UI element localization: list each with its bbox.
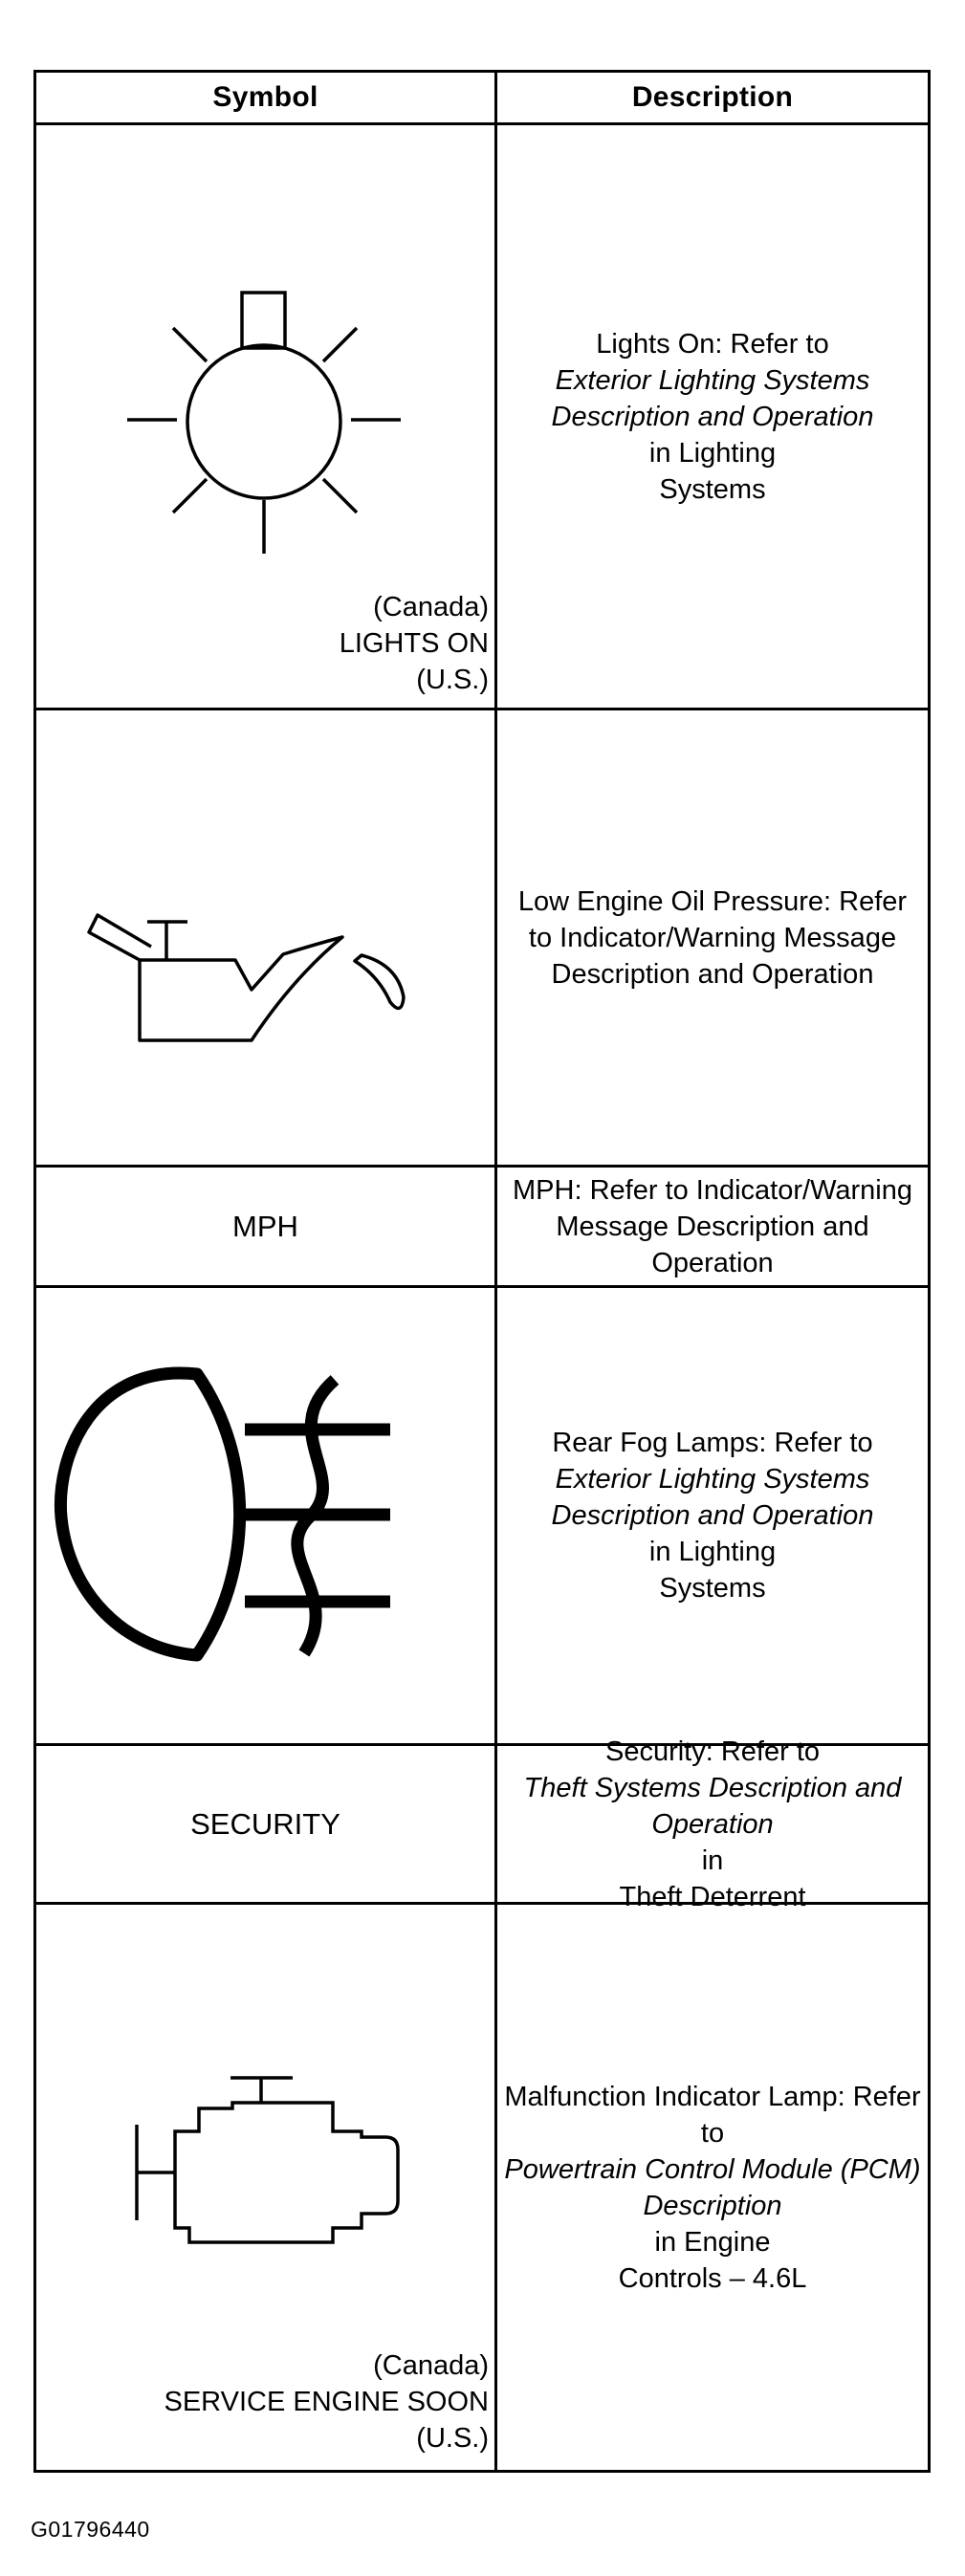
symbol-caption-line: SERVICE ENGINE SOON — [164, 2387, 489, 2417]
rear-fog-lamp-icon — [36, 1288, 494, 1743]
description-reference: Exterior Lighting Systems Description and Operation — [551, 1464, 874, 1531]
description-text: MPH: Refer to Indicator/Warning Message Description and Operation — [513, 1174, 912, 1278]
symbol-table — [33, 70, 931, 2473]
description-text: Low Engine Oil Pressure: Refer to Indicator/Warning Message Description and Operation — [517, 885, 908, 990]
description-text: Malfunction Indicator Lamp: Refer to — [504, 2081, 921, 2149]
description-reference: Exterior Lighting Systems Description and Operation — [551, 364, 874, 432]
table-row-description-cell — [497, 125, 928, 708]
table-row-description-cell — [497, 710, 928, 1165]
description-text: Systems — [659, 473, 766, 505]
table-row-description-cell — [497, 1168, 928, 1285]
symbol-column-header: Symbol — [212, 81, 318, 113]
oil-can-icon — [36, 710, 494, 1165]
description-text: Rear Fog Lamps: Refer to — [552, 1428, 873, 1458]
security-symbol-text: SECURITY — [190, 1806, 340, 1841]
figure-id: G01796440 — [31, 2517, 150, 2542]
table-row-description-cell — [497, 1736, 928, 1912]
table-row-symbol-cell — [36, 125, 494, 708]
description-column-header: Description — [631, 81, 794, 113]
description-text: Security: Refer to — [604, 1736, 821, 1767]
symbol-caption-line: (U.S.) — [416, 665, 489, 695]
symbol-caption-line: (U.S.) — [416, 2423, 489, 2454]
description-reference: Powertrain Control Module (PCM) Description — [504, 2153, 921, 2221]
description-text: Controls – 4.6L — [618, 2262, 807, 2294]
description-text: Theft Deterrent — [619, 1881, 806, 1912]
description-text: in Lighting — [648, 437, 777, 469]
description-reference: Theft Systems Description and Operation — [523, 1772, 902, 1840]
table-row-description-cell — [497, 1905, 928, 2470]
table-row-description-cell — [497, 1288, 928, 1743]
description-text: Lights On: Refer to — [596, 328, 829, 360]
description-text: Systems — [659, 1573, 766, 1604]
table-row-symbol-cell — [36, 1288, 494, 1743]
symbol-caption-line: LIGHTS ON — [339, 628, 489, 659]
mph-symbol-text: MPH — [232, 1209, 298, 1243]
table-row-symbol-cell — [36, 710, 494, 1165]
description-text: in — [701, 1845, 724, 1876]
description-text: in Lighting — [648, 1537, 777, 1567]
table-row-symbol-cell — [36, 1905, 494, 2470]
description-text: in Engine — [654, 2226, 771, 2258]
symbol-caption-line: (Canada) — [373, 2350, 489, 2381]
symbol-caption-line: (Canada) — [373, 592, 489, 622]
